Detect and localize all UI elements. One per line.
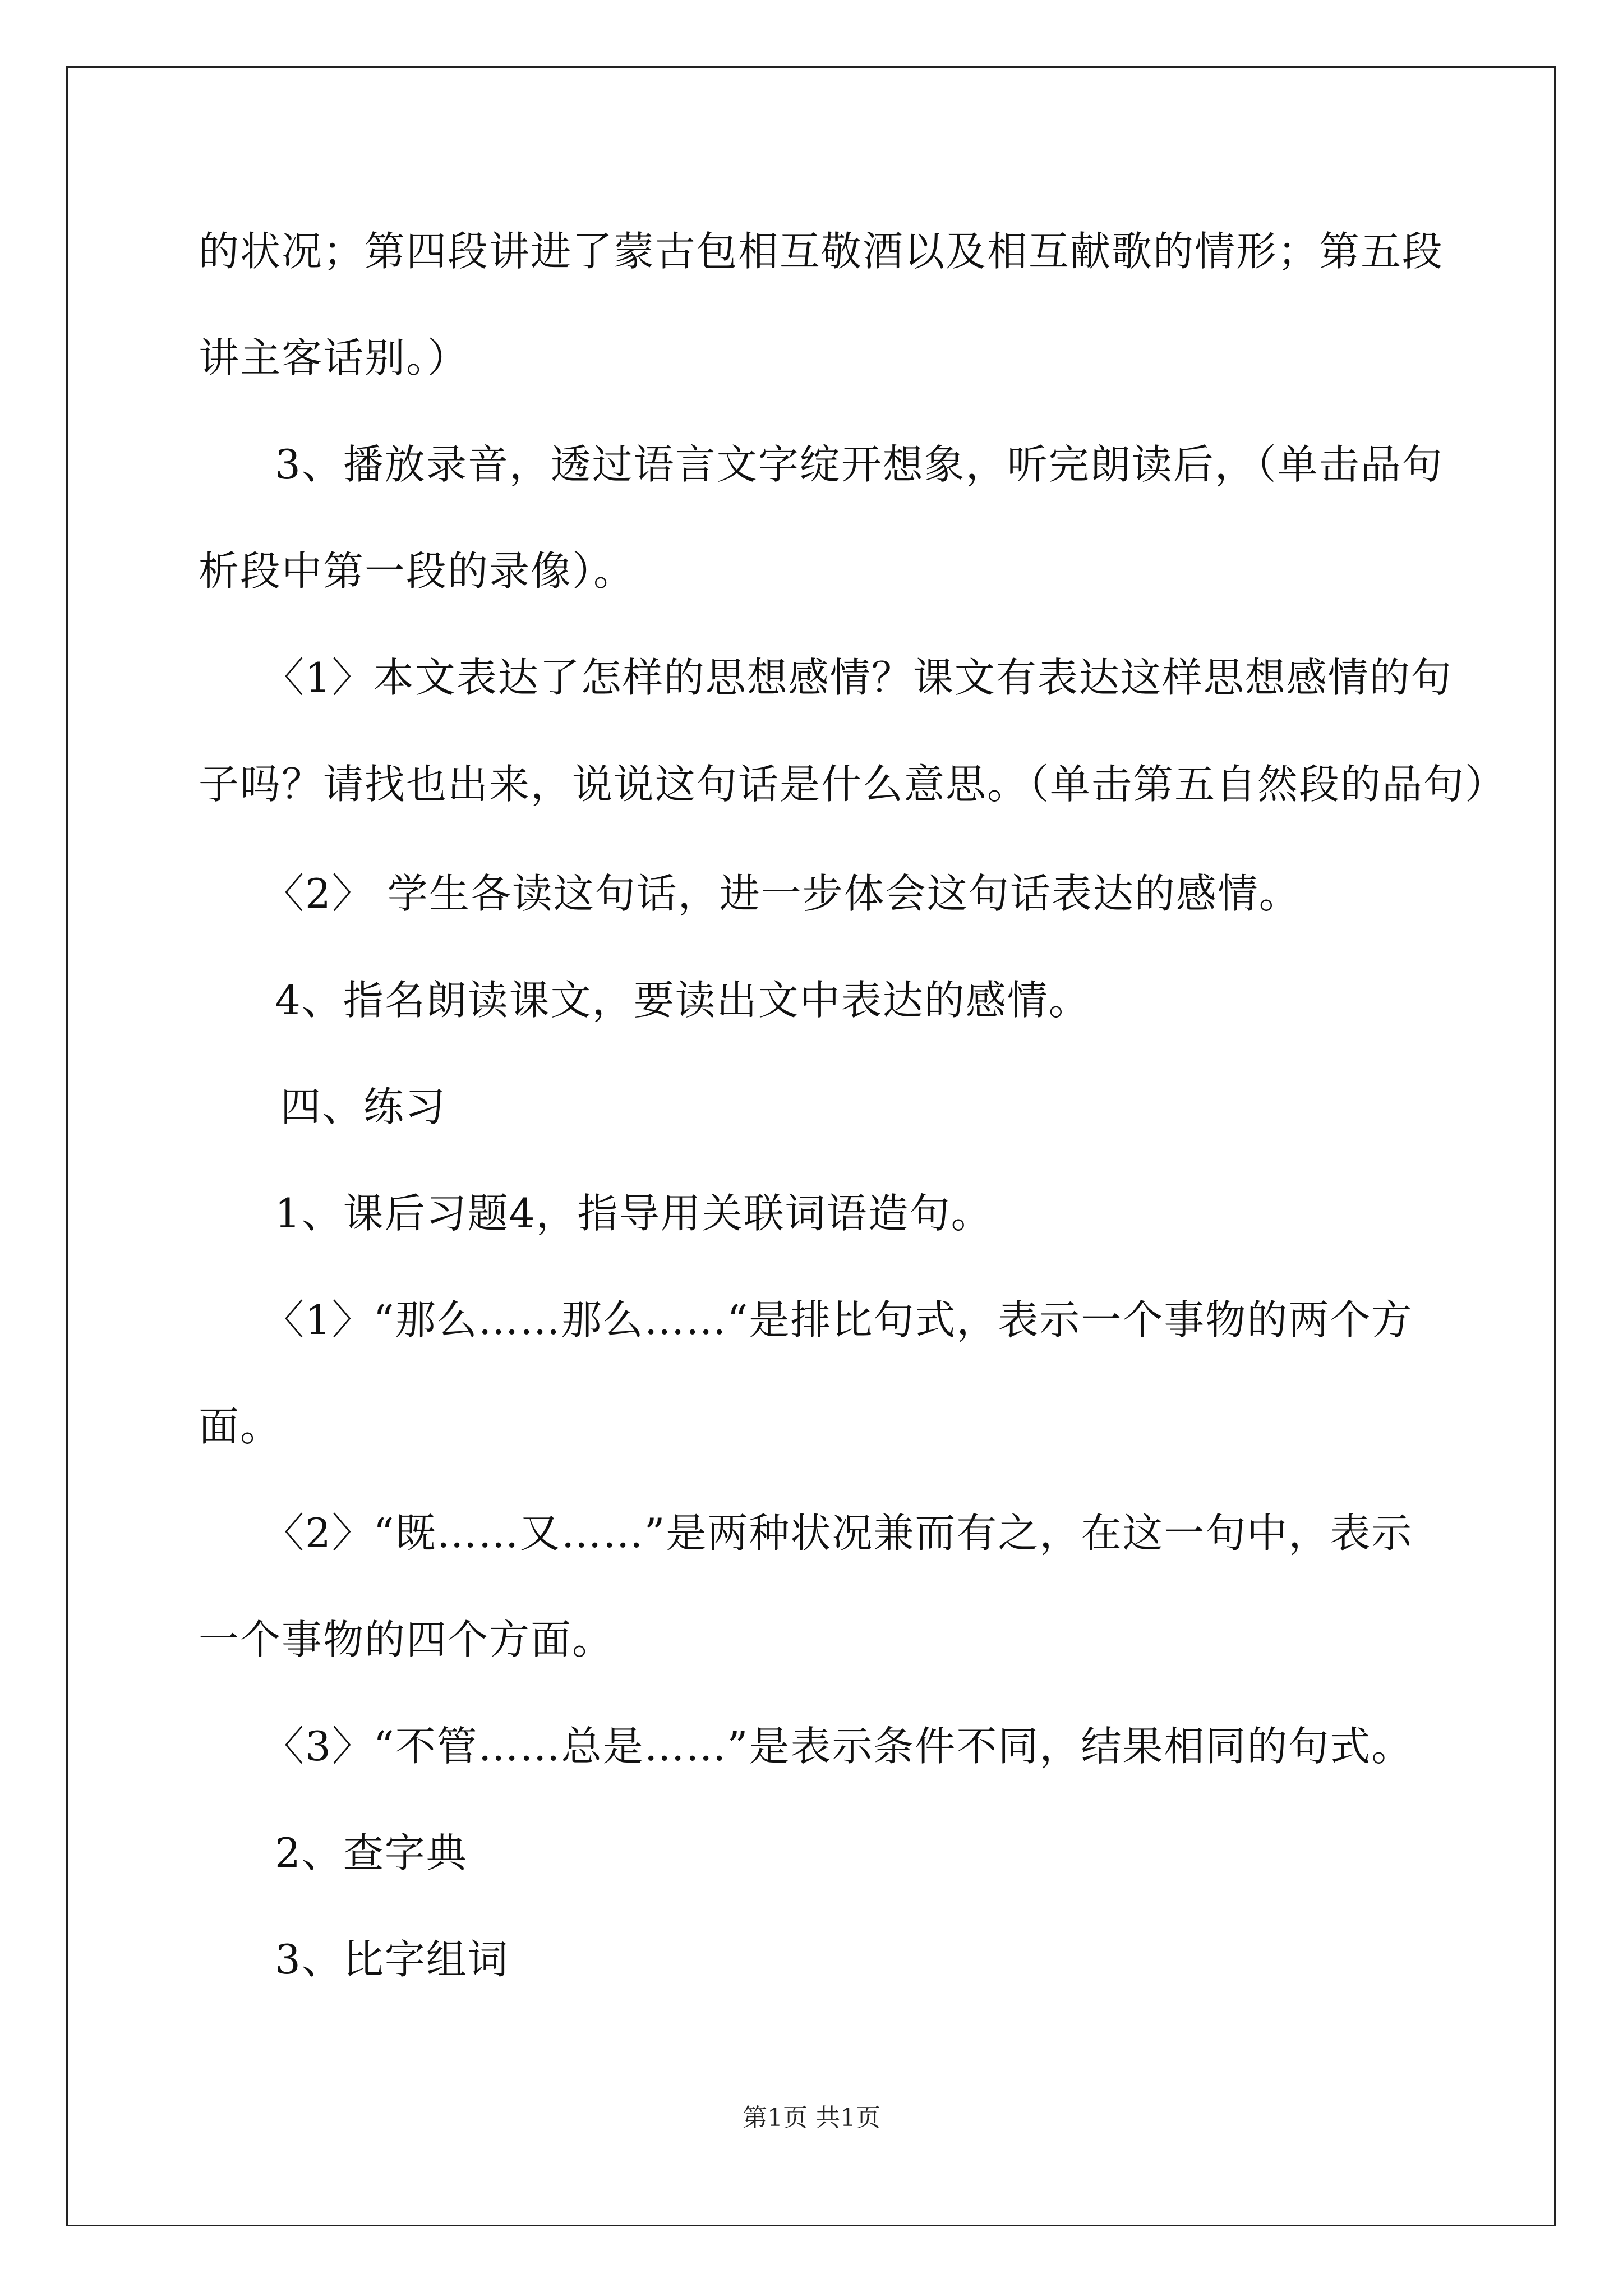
text-line: 析段中第一段的录像）。 — [199, 547, 635, 595]
text-line: 讲主客话别。） — [199, 334, 469, 381]
text-line: 〈1〉“那么……那么……“是排比句式，表示一个事物的两个方 — [264, 1296, 1413, 1343]
text-line: 面。 — [199, 1403, 282, 1450]
text-line: 3、播放录音，透过语言文字绽开想象，听完朗读后，（单击品句 — [275, 441, 1444, 488]
text-line: 3、比字组词 — [275, 1936, 509, 1983]
text-line: 〈2〉“既……又……”是两种状况兼而有之，在这一句中，表示 — [264, 1510, 1413, 1557]
text-line: 子吗？请找也出来，说说这句话是什么意思。（单击第五自然段的品句） — [199, 761, 1507, 808]
section-heading: 四、练习 — [280, 1083, 447, 1130]
text-line: 一个事物的四个方面。 — [199, 1616, 614, 1663]
text-line: 〈3〉“不管……总是……”是表示条件不同，结果相同的句式。 — [264, 1723, 1413, 1770]
text-line: 〈2〉 学生各读这句话，进一步体会这句话表达的感情。 — [264, 870, 1301, 917]
text-line: 4、指名朗读课文，要读出文中表达的感情。 — [275, 977, 1090, 1024]
text-line: 的状况；第四段讲进了蒙古包相互敬酒以及相互献歌的情形；第五段 — [199, 228, 1444, 275]
text-line: 2、查字典 — [275, 1829, 468, 1876]
page-border — [66, 66, 1556, 2226]
text-line: 〈1〉本文表达了怎样的思想感情？课文有表达这样思想感情的句 — [264, 654, 1453, 701]
text-line: 1、课后习题4，指导用关联词语造句。 — [275, 1190, 993, 1237]
page-footer: 第1页 共1页 — [743, 2104, 880, 2132]
